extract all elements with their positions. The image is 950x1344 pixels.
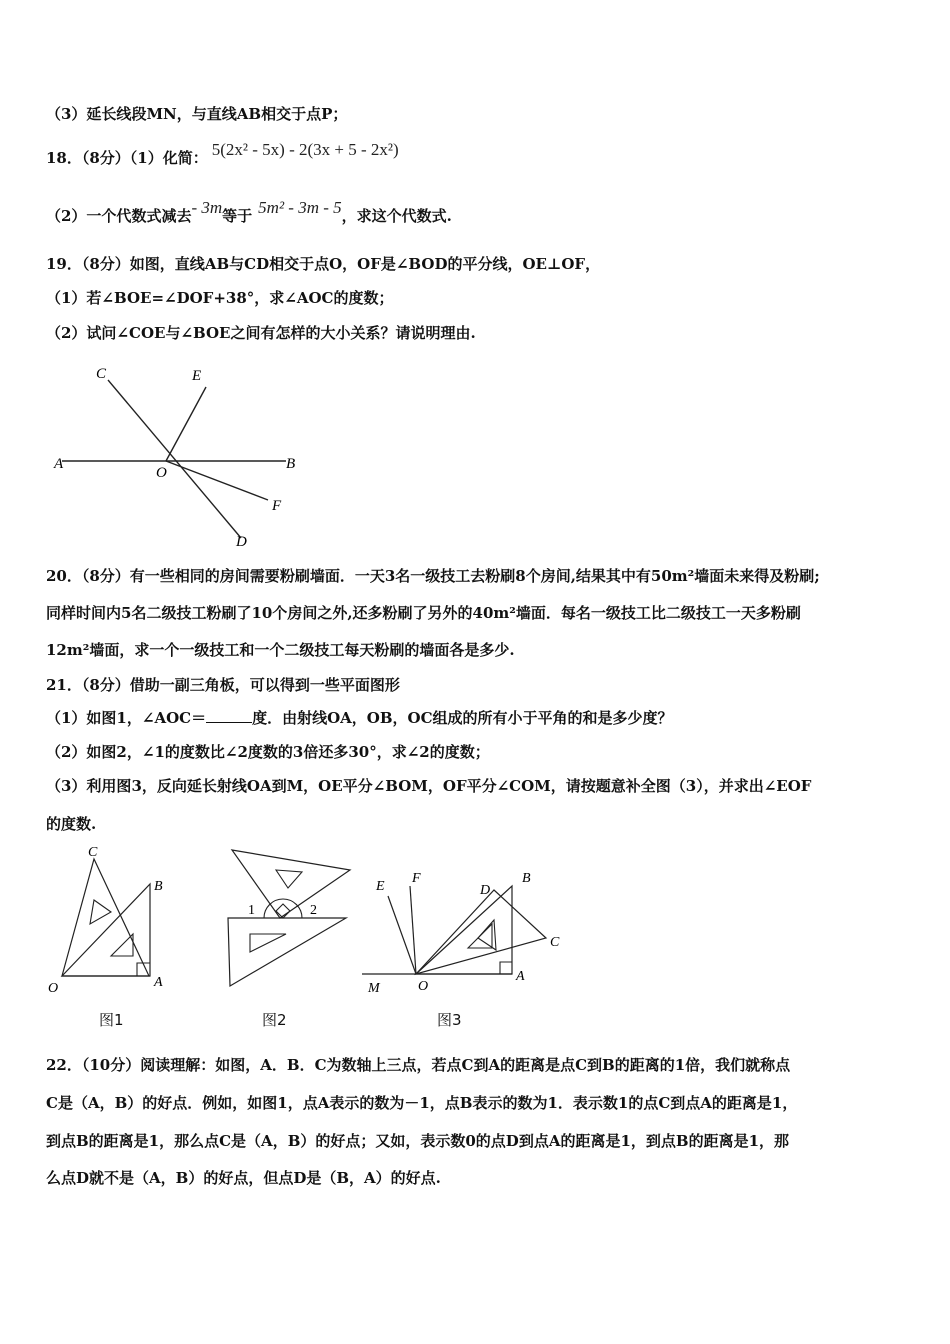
q19-label-c: C [96,366,107,382]
q22-line2: C是（A，B）的好点．例如，如图1，点A表示的数为－1，点B表示的数为1．表示数1的点C到点A的距离是1， [46,1094,798,1112]
fig2-label-1: 1 [248,903,255,918]
q21-part1-b: 度．由射线OA，OB，OC组成的所有小于平角的和是多少度？ [252,709,673,727]
fig3-triangle-30-60 [416,890,546,974]
q21-part1 [46,708,673,728]
q21-part2: （2）如图2，∠1的度数比∠2度数的3倍还多30°，求∠2的度数； [46,743,490,761]
q21-figure-1-caption: 图1 [99,1011,124,1029]
fig1-triangle-30-60 [62,859,149,976]
q19-label-a: A [54,456,64,472]
fig2-angle-arc [264,899,302,918]
fig2-inner-triangle-2 [250,934,286,952]
q21-answer-blank [206,708,252,723]
fig1-label-c: C [88,845,98,860]
q21-figure-3 [360,862,570,1002]
fig1-inner-triangle-2 [111,934,133,956]
q19-line-cd [108,380,241,538]
q21-part3-b: 的度数. [46,815,97,833]
q17-part3: （3）延长线段MN，与直线AB相交于点P； [46,105,348,123]
q19-label-d: D [236,534,247,550]
fig1-label-b: B [154,879,163,894]
q18-part2-a: （2）一个代数式减去 [46,207,192,225]
q18-part2-b: 等于 [222,207,253,225]
q19-label-b: B [286,456,296,472]
q19-part1: （1）若∠BOE=∠DOF+38°，求∠AOC的度数； [46,289,394,307]
q21-stem: 21．（8分）借助一副三角板，可以得到一些平面图形 [46,676,400,694]
q21-figure-1 [44,842,184,1002]
fig3-label-a: A [516,969,525,984]
q22-line3: 到点B的距离是1，那么点C是（A，B）的好点；又如，表示数0的点D到点A的距离是1，到点B的距离是1，那 [46,1132,790,1150]
fig2-triangle-bottom [228,918,346,986]
q18-part2-c: ，求这个代数式. [341,207,452,225]
fig3-label-o: O [418,979,429,994]
fig2-inner-triangle-1 [276,870,302,888]
fig2-label-2: 2 [310,903,317,918]
q21-part3-a: （3）利用图3，反向延长射线OA到M，OE平分∠BOM，OF平分∠COM，请按题意补全图（3），并求出∠EOF [46,777,812,795]
q19-figure [46,360,316,555]
q22-line4: 么点D就不是（A，B）的好点，但点D是（B，A）的好点. [46,1169,441,1187]
q18-expression-2: - 3m [191,198,223,217]
fig3-label-e: E [376,879,385,894]
q21-figure-2 [220,842,360,1002]
q21-part1-a: （1）如图1，∠AOC＝ [46,709,207,727]
q19-label-f: F [272,498,282,514]
fig3-label-m: M [368,981,380,996]
q18-expression-3: 5m² - 3m - 5 [258,198,342,217]
q19-ray-of [166,461,268,500]
fig3-label-b: B [522,871,531,886]
q21-figure-3-caption: 图3 [437,1011,462,1029]
q21-figure-2-caption: 图2 [262,1011,287,1029]
q18-lead: 18．（8分）（1）化简： [46,149,208,167]
q22-line1: 22．（10分）阅读理解：如图，A．B．C为数轴上三点，若点C到A的距离是点C到B的距离的1倍，我们就称点 [46,1056,791,1074]
q19-ray-oe [166,387,206,461]
fig3-label-c: C [550,935,560,950]
fig1-label-o: O [48,981,59,996]
fig1-inner-triangle-1 [90,900,111,924]
fig3-label-f: F [412,871,421,886]
fig3-right-angle-mark [500,962,512,974]
q18-line2 [46,198,452,226]
fig1-label-a: A [154,975,163,990]
q20-line2: 同样时间内5名二级技工粉刷了10个房间之外,还多粉刷了另外的40m²墙面．每名一级技工比二级技工一天多粉刷 [46,604,801,622]
q20-line1: 20．（8分）有一些相同的房间需要粉刷墙面．一天3名一级技工去粉刷8个房间,结果其中有50m²墙面未来得及粉刷; [46,567,820,585]
fig3-label-d: D [480,883,491,898]
q19-part2: （2）试问∠COE与∠BOE之间有怎样的大小关系？请说明理由. [46,324,476,342]
q20-line3: 12m²墙面，求一个一级技工和一个二级技工每天粉刷的墙面各是多少. [46,641,515,659]
q19-stem: 19．（8分）如图，直线AB与CD相交于点O，OF是∠BOD的平分线，OE⊥OF， [46,255,601,273]
q18-line1 [46,140,399,168]
q19-label-e: E [192,368,202,384]
q18-expression-1: 5(2x² - 5x) - 2(3x + 5 - 2x²) [211,140,399,159]
q19-label-o: O [156,465,167,481]
